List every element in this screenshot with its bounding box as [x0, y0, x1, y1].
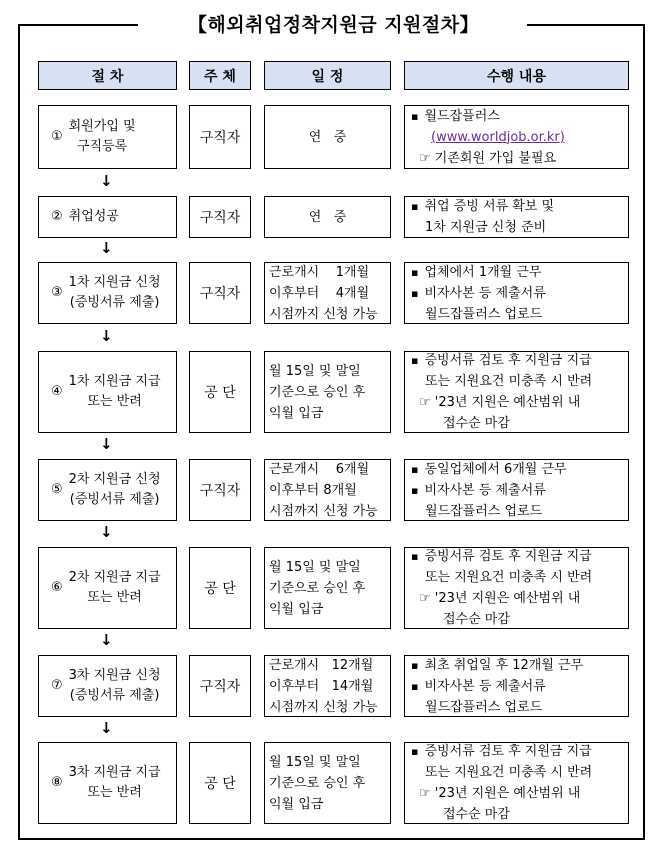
- down-arrow-icon: ↓: [100, 435, 113, 453]
- content-line: 월드잡플러스 업로드: [425, 306, 543, 322]
- worldjob-link[interactable]: (www.worldjob.or.kr): [431, 129, 565, 145]
- schedule-line: 익월 입금: [269, 601, 324, 617]
- header-content: 수행 내용: [404, 61, 629, 90]
- content-line: 접수순 마감: [443, 612, 510, 627]
- schedule-line: 이후부터 14개월: [269, 678, 374, 694]
- page-title: 【해외취업정착지원금 지원절차】: [187, 14, 480, 36]
- content-bullet: ▪ 동일업체에서 6개월 근무: [411, 459, 622, 480]
- subject-box: 구직자: [189, 262, 251, 324]
- content-box: [404, 351, 629, 433]
- step-line: 구직등록: [77, 139, 128, 154]
- step-number: ⑥: [51, 580, 63, 595]
- step-text: [69, 207, 119, 227]
- schedule-line: 근로개시 12개월: [269, 657, 374, 673]
- schedule-box: [264, 459, 391, 521]
- content-note: ☞ '23년 지원은 예산범위 내: [419, 786, 581, 801]
- schedule-box: [264, 351, 391, 433]
- content-bullet: ▪ 증빙서류 검토 후 지원금 지급: [411, 350, 622, 371]
- down-arrow-icon: ↓: [100, 326, 113, 345]
- step-line: (증빙서류 제출): [69, 295, 160, 310]
- step-box: [38, 351, 177, 433]
- step-line: 1차 지원금 신청: [68, 275, 161, 290]
- step-line: 또는 반려: [87, 785, 142, 800]
- content-bullet: ▪ 비자사본 등 제출서류: [411, 283, 622, 304]
- content-bullet: ▪ 취업 증빙 서류 확보 및: [411, 196, 622, 217]
- down-arrow-icon: ↓: [100, 718, 113, 737]
- subject-box: 구직자: [189, 655, 251, 717]
- down-arrow-icon: ↓: [100, 239, 113, 257]
- content-box: [404, 459, 629, 521]
- schedule-box: [264, 655, 391, 717]
- step-text: [69, 273, 161, 313]
- content-box: [404, 742, 629, 824]
- content-line: 접수순 마감: [443, 807, 510, 822]
- step-number: ③: [51, 285, 63, 300]
- content-box: [404, 196, 629, 238]
- step-text: [69, 372, 161, 412]
- content-bullet: ▪ 증빙서류 검토 후 지원금 지급: [411, 546, 622, 567]
- step-text: [69, 117, 136, 157]
- content-note: ☞ '23년 지원은 예산범위 내: [419, 395, 581, 410]
- schedule-box: [264, 262, 391, 324]
- step-box: [38, 742, 177, 824]
- content-box: [404, 547, 629, 629]
- content-bullet: ▪ 증빙서류 검토 후 지원금 지급: [411, 741, 622, 762]
- step-line: 2차 지원금 지급: [68, 570, 161, 585]
- subject-box: 구직자: [189, 196, 251, 238]
- content-note: ☞ '23년 지원은 예산범위 내: [419, 591, 581, 606]
- down-arrow-icon: ↓: [100, 523, 113, 541]
- step-line: 또는 반려: [87, 394, 142, 409]
- down-arrow-icon: ↓: [100, 631, 113, 649]
- step-line: 3차 지원금 지급: [68, 765, 161, 780]
- schedule-line: 익월 입금: [269, 405, 324, 421]
- subject-box: 공 단: [189, 351, 251, 433]
- step-number: ②: [51, 209, 63, 224]
- schedule-line: 월 15일 및 말일: [269, 363, 361, 379]
- content-box: [404, 105, 629, 169]
- subject-box: 공 단: [189, 742, 251, 824]
- step-line: 회원가입 및: [68, 119, 136, 134]
- schedule-line: 기준으로 승인 후: [269, 384, 366, 400]
- step-number: ⑧: [51, 775, 63, 790]
- schedule-line: 시점까지 신청 가능: [269, 503, 378, 519]
- step-box: [38, 262, 177, 324]
- header-schedule: 일 정: [264, 61, 391, 90]
- step-number: ⑦: [51, 678, 63, 693]
- content-note: ☞ 기존회원 가입 불필요: [419, 150, 557, 166]
- header-step: 절 차: [38, 61, 177, 90]
- subject-box: 구직자: [189, 105, 251, 169]
- content-bullet: ▪ 비자사본 등 제출서류: [411, 480, 622, 501]
- schedule-line: 시점까지 신청 가능: [269, 699, 378, 715]
- step-number: ④: [51, 384, 63, 399]
- step-box: [38, 105, 177, 169]
- step-box: [38, 459, 177, 521]
- schedule-line: 이후부터 8개월: [269, 482, 357, 498]
- content-box: [404, 655, 629, 717]
- schedule-line: 연 중: [308, 209, 347, 225]
- step-text: [69, 763, 161, 803]
- schedule-line: 이후부터 4개월: [269, 285, 370, 301]
- content-line: 또는 지원요건 미충족 시 반려: [425, 570, 593, 585]
- schedule-line: 기준으로 승인 후: [269, 580, 366, 596]
- step-box: [38, 196, 177, 238]
- content-bullet: ▪ 업체에서 1개월 근무: [411, 262, 622, 283]
- schedule-box: [264, 742, 391, 824]
- schedule-line: 연 중: [308, 129, 347, 145]
- step-line: (증빙서류 제출): [69, 492, 160, 507]
- subject-box: 구직자: [189, 459, 251, 521]
- step-text: [69, 666, 161, 706]
- content-bullet: ▪ 비자사본 등 제출서류: [411, 676, 622, 697]
- step-line: (증빙서류 제출): [69, 688, 160, 703]
- content-bullet: ▪ 월드잡플러스: [411, 106, 622, 127]
- step-text: [69, 568, 161, 608]
- content-line: 접수순 마감: [443, 416, 510, 431]
- step-number: ⑤: [51, 482, 63, 497]
- down-arrow-icon: ↓: [100, 171, 113, 190]
- step-text: [69, 470, 161, 510]
- schedule-line: 시점까지 신청 가능: [269, 306, 378, 322]
- header-subject: 주 체: [189, 61, 251, 90]
- step-box: [38, 547, 177, 629]
- schedule-line: 근로개시 1개월: [269, 264, 370, 280]
- content-line: 또는 지원요건 미충족 시 반려: [425, 374, 593, 389]
- schedule-line: 기준으로 승인 후: [269, 775, 366, 791]
- step-number: ①: [51, 129, 63, 144]
- content-line: 또는 지원요건 미충족 시 반려: [425, 765, 593, 780]
- schedule-box: [264, 547, 391, 629]
- step-line: 취업성공: [68, 209, 119, 224]
- content-line: [411, 127, 622, 148]
- schedule-box: [264, 196, 391, 238]
- step-line: 2차 지원금 신청: [68, 472, 161, 487]
- step-line: 1차 지원금 지급: [68, 374, 161, 389]
- schedule-line: 월 15일 및 말일: [269, 559, 361, 575]
- subject-box: 공 단: [189, 547, 251, 629]
- step-line: 또는 반려: [87, 590, 142, 605]
- content-bullet: ▪ 최초 취업일 후 12개월 근무: [411, 655, 622, 676]
- content-line: 1차 지원금 신청 준비: [425, 220, 547, 235]
- step-box: [38, 655, 177, 717]
- schedule-box: [264, 105, 391, 169]
- step-line: 3차 지원금 신청: [68, 668, 161, 683]
- schedule-line: 월 15일 및 말일: [269, 754, 361, 770]
- schedule-line: 익월 입금: [269, 796, 324, 812]
- content-box: [404, 262, 629, 324]
- schedule-line: 근로개시 6개월: [269, 461, 370, 477]
- content-line: 월드잡플러스 업로드: [425, 699, 543, 715]
- content-line: 월드잡플러스 업로드: [425, 503, 543, 519]
